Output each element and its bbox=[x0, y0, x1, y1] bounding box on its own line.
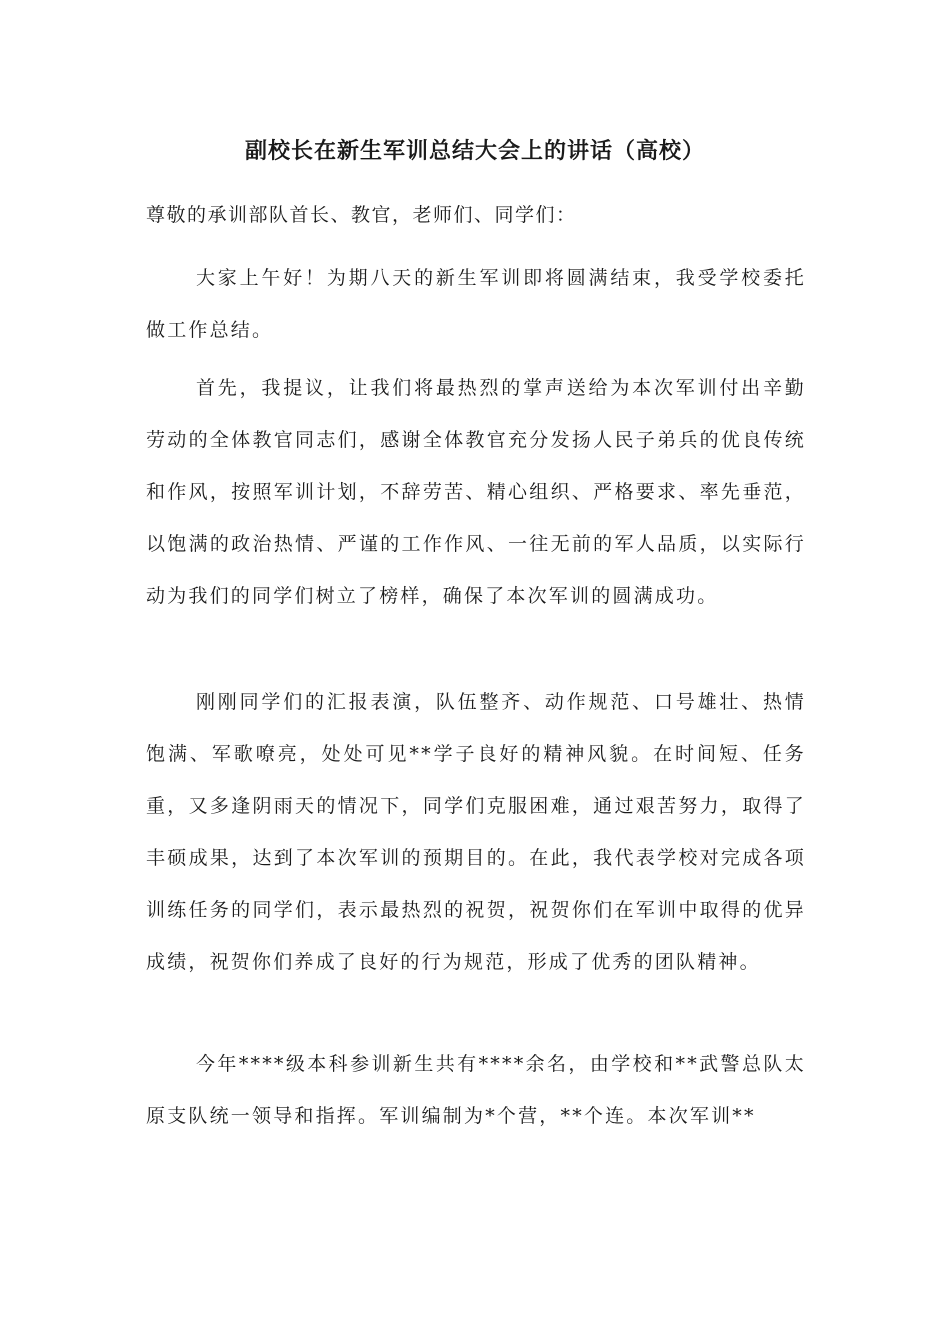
salutation: 尊敬的承训部队首长、教官，老师们、同学们： bbox=[146, 204, 577, 226]
paragraph-3: 刚刚同学们的汇报表演，队伍整齐、动作规范、口号雄壮、热情饱满、军歌嘹亮，处处可见**学子良好的精神风貌。在时间短、任务重，又多逢阴雨天的情况下，同学们克服困难，通过艰苦努力，取得了丰硕成果，达到了本次军训的预期目的。在此，我代表学校对完成各项训练任务的同学们，表示最热烈的祝贺，祝贺你们在军训中取得的优异成绩，祝贺你们养成了良好的行为规范，形成了优秀的团队精神。 bbox=[146, 691, 806, 973]
paragraph-2: 首先，我提议，让我们将最热烈的掌声送给为本次军训付出辛勤劳动的全体教官同志们，感谢全体教官充分发扬人民子弟兵的优良传统和作风，按照军训计划，不辞劳苦、精心组织、严格要求、率先垂范，以饱满的政治热情、严谨的工作作风、一往无前的军人品质，以实际行动为我们的同学们树立了榜样，确保了本次军训的圆满成功。 bbox=[146, 377, 806, 607]
document-title: 副校长在新生军训总结大会上的讲话（高校） bbox=[244, 139, 705, 164]
paragraph-1: 大家上午好！为期八天的新生军训即将圆满结束，我受学校委托做工作总结。 bbox=[146, 267, 806, 341]
paragraph-4: 今年****级本科参训新生共有****余名，由学校和**武警总队太原支队统一领导和指挥。军训编制为*个营，**个连。本次军训** bbox=[146, 1053, 806, 1127]
